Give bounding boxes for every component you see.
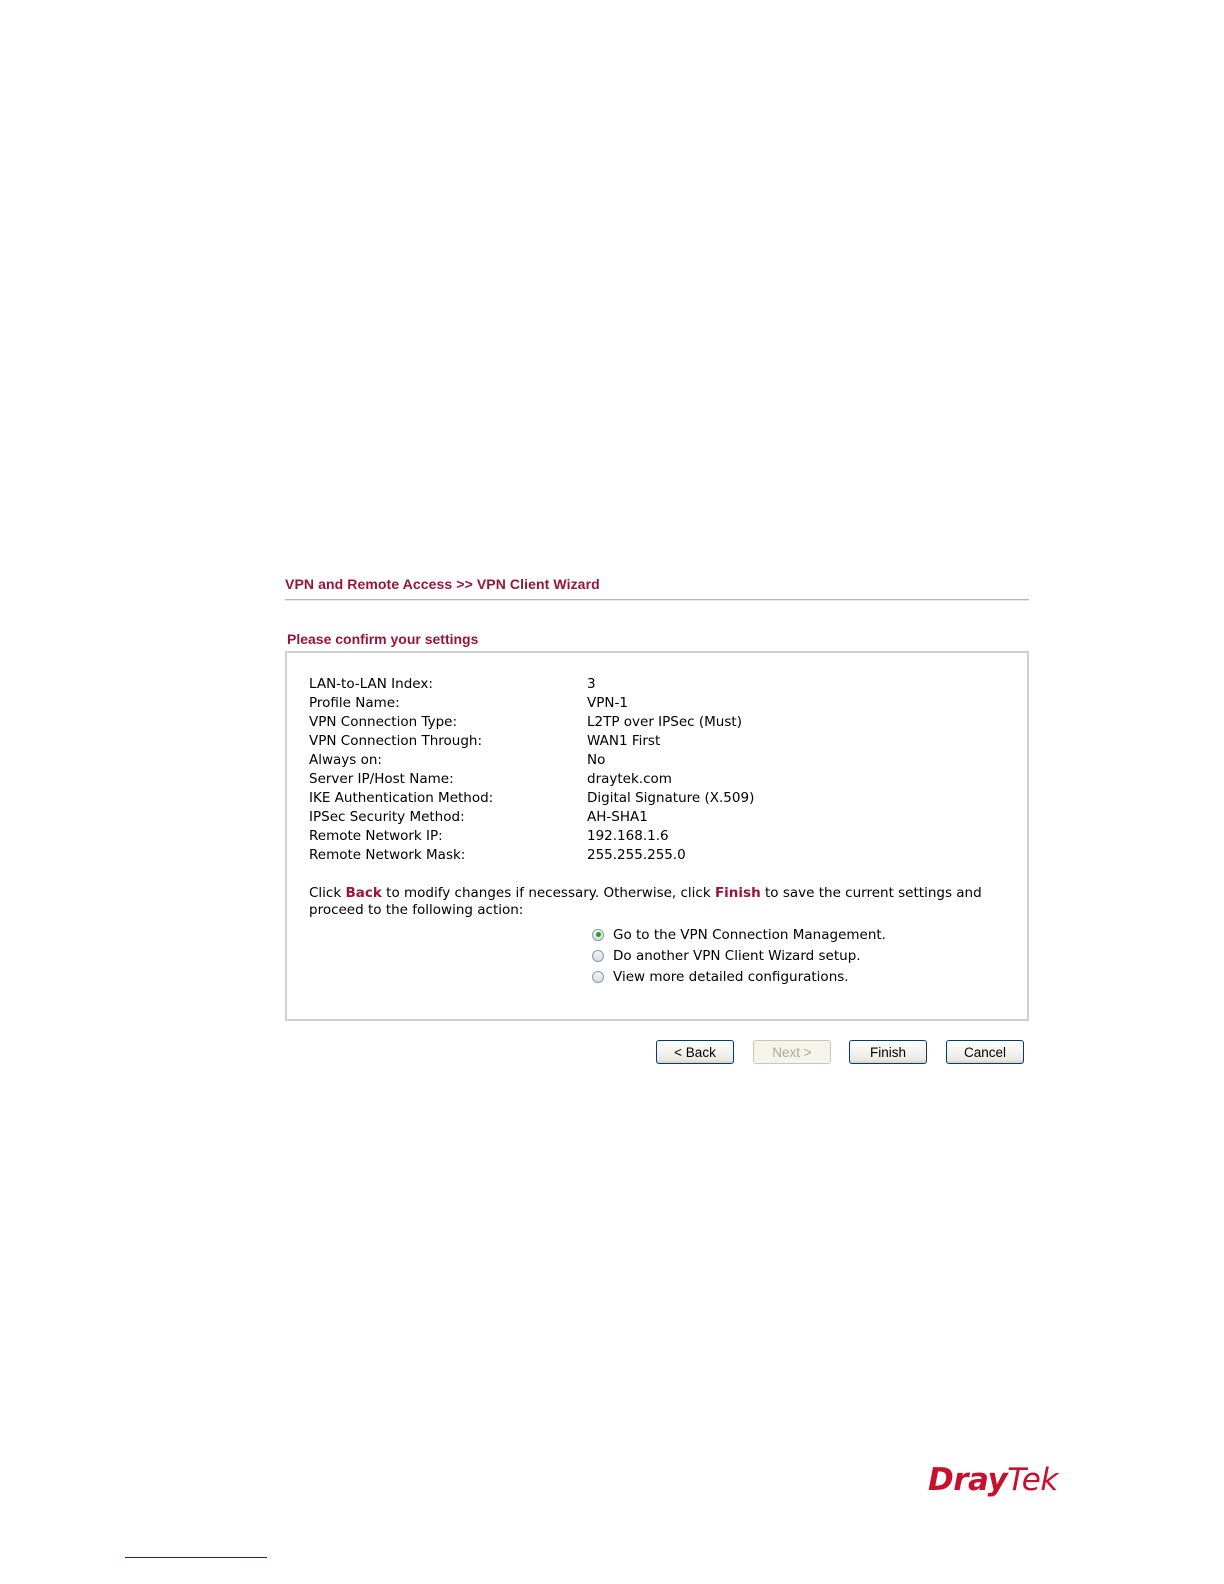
setting-row [309, 713, 754, 732]
setting-value: Digital Signature (X.509) [587, 790, 755, 806]
option-label: View more detailed configurations. [613, 968, 849, 985]
setting-value: draytek.com [587, 771, 672, 787]
draytek-logo [928, 1462, 1058, 1498]
setting-value: AH-SHA1 [587, 809, 648, 825]
setting-label: Remote Network IP: [309, 828, 443, 844]
next-button: Next > [753, 1040, 831, 1064]
setting-label: IKE Authentication Method: [309, 790, 494, 806]
setting-row [309, 675, 754, 694]
next-action-options [592, 924, 886, 987]
footnote-divider [125, 1557, 267, 1558]
setting-label: Server IP/Host Name: [309, 771, 454, 787]
setting-value: L2TP over IPSec (Must) [587, 714, 742, 730]
finish-button[interactable]: Finish [849, 1040, 927, 1064]
setting-value: VPN-1 [587, 695, 628, 711]
setting-label: Remote Network Mask: [309, 847, 466, 863]
setting-row [309, 694, 754, 713]
radio-unchecked-icon[interactable] [592, 971, 604, 983]
confirm-settings-panel [285, 651, 1029, 1021]
instruction-part: to modify changes if necessary. Otherwise, click [381, 885, 715, 901]
setting-value: 192.168.1.6 [587, 828, 669, 844]
title-divider [285, 599, 1029, 601]
setting-value: 255.255.255.0 [587, 847, 686, 863]
option-another-wizard-setup[interactable] [592, 945, 886, 966]
setting-row [309, 732, 754, 751]
back-button[interactable]: < Back [656, 1040, 734, 1064]
logo-dray: Dray [928, 1462, 1008, 1498]
option-vpn-connection-management[interactable] [592, 924, 886, 945]
section-heading: Please confirm your settings [287, 631, 479, 647]
radio-checked-icon[interactable] [592, 929, 604, 941]
instruction-part: Click [309, 885, 346, 901]
option-label: Go to the VPN Connection Management. [613, 926, 886, 943]
setting-row [309, 827, 754, 846]
cancel-button[interactable]: Cancel [946, 1040, 1024, 1064]
setting-row [309, 808, 754, 827]
finish-keyword: Finish [714, 885, 761, 901]
setting-row [309, 789, 754, 808]
instruction-part: to save the current settings and proceed to the following action: [309, 885, 982, 918]
setting-row [309, 846, 754, 865]
radio-unchecked-icon[interactable] [592, 950, 604, 962]
option-label: Do another VPN Client Wizard setup. [613, 947, 861, 964]
logo-tek: Tek [1007, 1462, 1058, 1498]
setting-label: VPN Connection Through: [309, 733, 482, 749]
setting-label: IPSec Security Method: [309, 809, 465, 825]
setting-label: LAN-to-LAN Index: [309, 676, 433, 692]
option-detailed-configurations[interactable] [592, 966, 886, 987]
instruction-text [309, 885, 1009, 919]
setting-value: 3 [587, 676, 596, 692]
settings-list [309, 675, 754, 865]
setting-label: VPN Connection Type: [309, 714, 457, 730]
setting-value: No [587, 752, 606, 768]
setting-row [309, 751, 754, 770]
setting-value: WAN1 First [587, 733, 661, 749]
breadcrumb: VPN and Remote Access >> VPN Client Wizard [285, 576, 600, 592]
setting-row [309, 770, 754, 789]
setting-label: Profile Name: [309, 695, 400, 711]
setting-label: Always on: [309, 752, 382, 768]
back-keyword: Back [345, 885, 382, 901]
